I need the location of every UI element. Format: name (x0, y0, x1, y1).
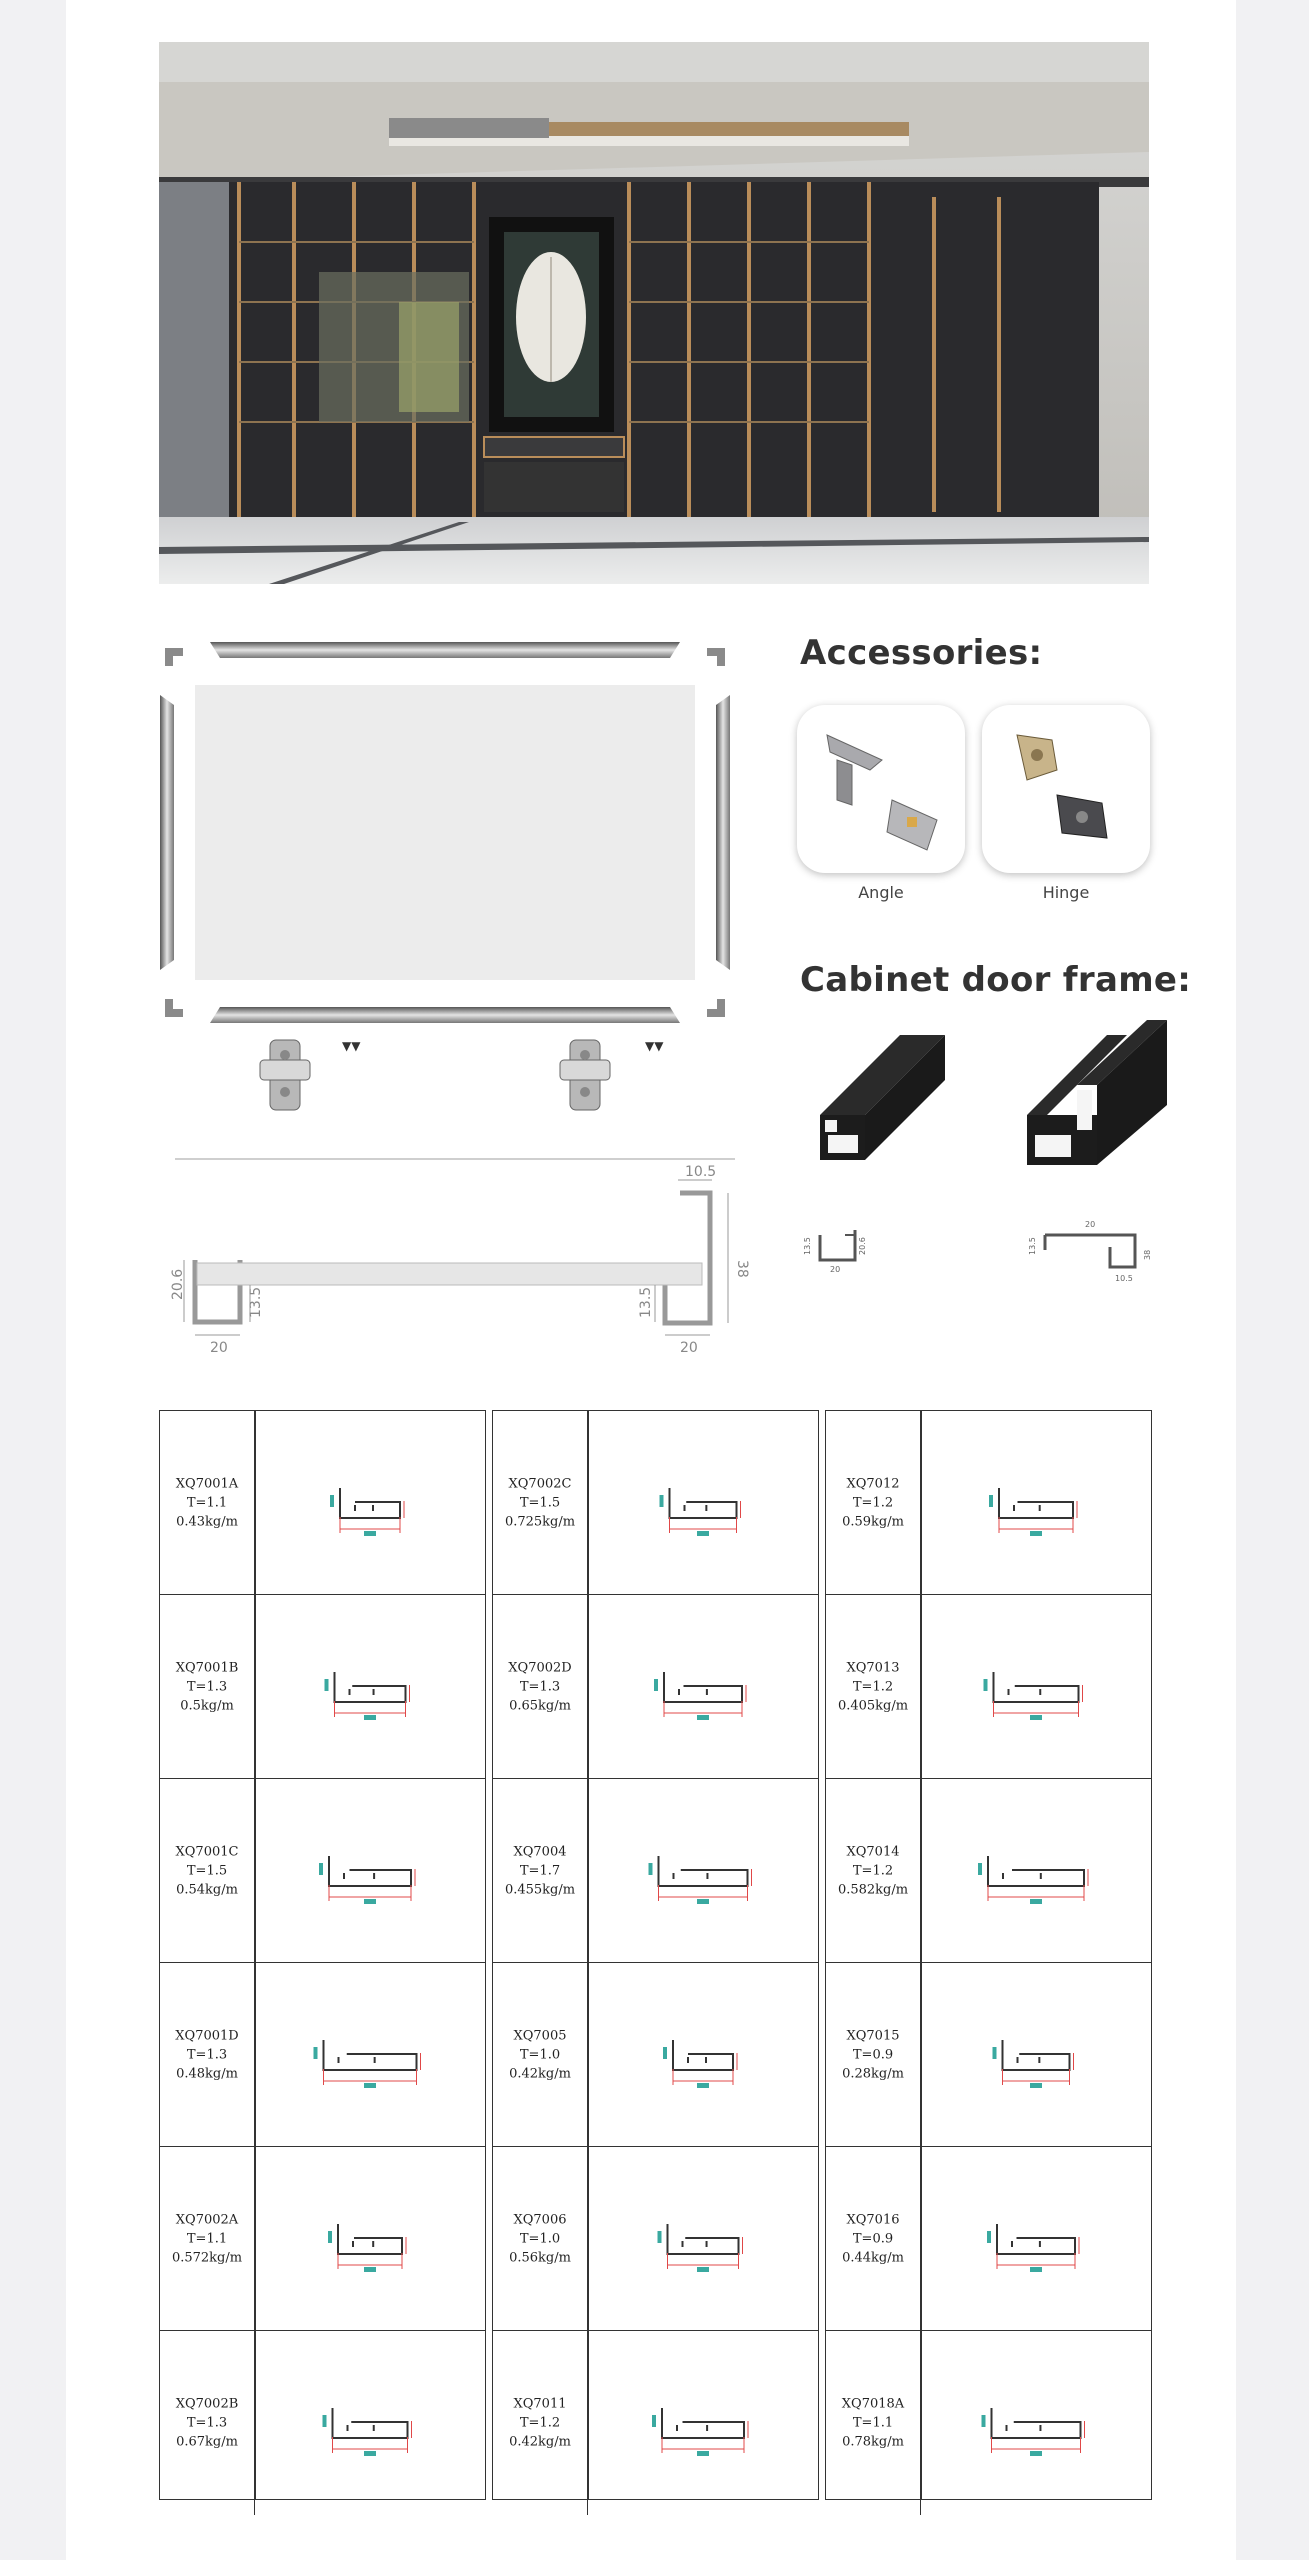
spec-text-cell (493, 1779, 588, 1963)
spec-thickness: T=1.3 (186, 2047, 228, 2062)
profile-drawing-cell (921, 1779, 1151, 1963)
spec-weight: 0.725kg/m (504, 1514, 576, 1529)
spec-thickness: T=1.1 (186, 2231, 228, 2246)
frame-profile-3d-a (810, 1025, 955, 1175)
dim-top: 10.5 (685, 1164, 717, 1180)
spec-weight: 0.582kg/m (837, 1882, 909, 1897)
dim-right-inner: 13.5 (638, 1286, 654, 1318)
profile-section-icon (588, 1779, 818, 1963)
dim-right-width: 20 (680, 1340, 698, 1356)
profile-section-icon (588, 2331, 818, 2515)
profile-drawing-cell (921, 2147, 1151, 2331)
spec-text-cell (826, 1963, 921, 2147)
spec-model: XQ7005 (513, 2028, 567, 2043)
spec-text-cell (160, 1595, 255, 1779)
spec-model: XQ7016 (846, 2212, 900, 2227)
spec-group (825, 1410, 1152, 2500)
spec-text-cell (493, 1595, 588, 1779)
spec-thickness: T=1.0 (519, 2047, 561, 2062)
accessory-card-hinge[interactable] (982, 705, 1150, 873)
spec-thickness: T=1.2 (852, 1863, 894, 1878)
profile-drawing-cell (255, 1963, 485, 2147)
spec-text-cell (160, 2147, 255, 2331)
profile-drawing-cell (921, 1963, 1151, 2147)
profile-drawing-cell (588, 1595, 818, 1779)
spec-text-cell (493, 1411, 588, 1595)
profile-drawing-cell (588, 1411, 818, 1595)
spec-thickness: T=1.0 (519, 2231, 561, 2246)
spec-weight: 0.59kg/m (842, 1514, 904, 1529)
spec-group (492, 1410, 819, 2500)
svg-text:▼▼: ▼▼ (342, 1039, 361, 1053)
svg-text:▼▼: ▼▼ (645, 1039, 664, 1053)
spec-weight: 0.572kg/m (171, 2250, 243, 2265)
accessories-heading: Accessories: (800, 633, 1043, 673)
spec-weight: 0.455kg/m (504, 1882, 576, 1897)
frame-profile-3d-b (1022, 1025, 1172, 1175)
spec-weight: 0.5kg/m (180, 1698, 234, 1713)
svg-text:38: 38 (1143, 1249, 1152, 1260)
profile-section-icon (921, 2147, 1151, 2331)
accessory-card-angle[interactable] (797, 705, 965, 873)
spec-text-cell (160, 1411, 255, 1595)
profile-drawing-cell (588, 2331, 818, 2515)
profile-drawing-cell (255, 2147, 485, 2331)
spec-text-cell (493, 1963, 588, 2147)
spec-thickness: T=1.5 (519, 1495, 561, 1510)
frame-profile-drawing-b (1025, 1215, 1165, 1285)
spec-thickness: T=1.5 (186, 1863, 228, 1878)
profile-drawing-cell (921, 1595, 1151, 1779)
accessory-label-angle: Angle (858, 883, 904, 902)
cabinet-door-frame-heading: Cabinet door frame: (800, 960, 1192, 1000)
profile-section-icon (921, 1779, 1151, 1963)
dim-left-height: 20.6 (170, 1268, 186, 1300)
profile-drawing-cell (255, 1779, 485, 1963)
spec-weight: 0.405kg/m (837, 1698, 909, 1713)
spec-weight: 0.56kg/m (509, 2250, 571, 2265)
profile-section-icon (588, 1963, 818, 2147)
spec-column-separator (588, 1411, 589, 2499)
spec-thickness: T=1.2 (852, 1679, 894, 1694)
hinge-right-icon (560, 1039, 664, 1110)
hero-room-photo (159, 42, 1149, 584)
spec-text-cell (160, 1779, 255, 1963)
profile-section-icon (255, 2331, 485, 2515)
spec-model: XQ7001C (175, 1844, 239, 1859)
spec-thickness: T=1.3 (186, 2415, 228, 2431)
spec-weight: 0.28kg/m (842, 2066, 904, 2081)
profile-spec-table (159, 1410, 1152, 2500)
spec-thickness: T=1.3 (186, 1679, 228, 1694)
profile-drawing-cell (588, 2147, 818, 2331)
spec-thickness: T=1.7 (519, 1863, 561, 1878)
profile-section-icon (921, 1595, 1151, 1779)
angle-bracket-icon (827, 735, 937, 850)
frame-cross-section-drawing (170, 1160, 750, 1360)
spec-model: XQ7015 (846, 2028, 900, 2043)
frame-profile-drawing-a (805, 1210, 895, 1280)
spec-model: XQ7001D (175, 2028, 239, 2043)
spec-model: XQ7002B (175, 2396, 239, 2412)
spec-column-separator (255, 1411, 256, 2499)
spec-model: XQ7001B (175, 1660, 239, 1675)
spec-model: XQ7002D (508, 1660, 572, 1675)
profile-section-icon (255, 1595, 485, 1779)
hinge-left-icon (260, 1039, 361, 1110)
profile-section-icon (921, 1411, 1151, 1595)
profile-section-icon (588, 1411, 818, 1595)
spec-thickness: T=1.2 (519, 2415, 561, 2431)
svg-text:20: 20 (830, 1265, 841, 1274)
spec-text-cell (493, 2147, 588, 2331)
spec-weight: 0.42kg/m (509, 2066, 571, 2081)
spec-text-cell (493, 2331, 588, 2515)
hinge-icon (1017, 735, 1107, 838)
spec-weight: 0.54kg/m (176, 1882, 238, 1897)
profile-drawing-cell (588, 1779, 818, 1963)
svg-text:20: 20 (1085, 1220, 1096, 1229)
spec-thickness: T=1.3 (519, 1679, 561, 1694)
door-panel-illustration (150, 640, 750, 1025)
profile-drawing-cell (921, 2331, 1151, 2515)
profile-section-icon (588, 2147, 818, 2331)
profile-section-icon (255, 2147, 485, 2331)
spec-model: XQ7018A (841, 2396, 905, 2412)
profile-section-icon (255, 1779, 485, 1963)
spec-thickness: T=0.9 (852, 2047, 894, 2062)
spec-model: XQ7002A (175, 2212, 239, 2227)
spec-text-cell (826, 1411, 921, 1595)
dim-left-inner: 13.5 (248, 1286, 264, 1318)
profile-section-icon (921, 2331, 1151, 2515)
profile-section-icon (588, 1595, 818, 1779)
spec-model: XQ7012 (846, 1476, 900, 1491)
spec-weight: 0.43kg/m (176, 1514, 238, 1529)
svg-text:20.6: 20.6 (858, 1237, 867, 1255)
spec-model: XQ7011 (513, 2396, 567, 2412)
profile-drawing-cell (255, 1411, 485, 1595)
spec-thickness: T=0.9 (852, 2231, 894, 2246)
spec-text-cell (160, 1963, 255, 2147)
dim-left-width: 20 (210, 1340, 228, 1356)
spec-group (159, 1410, 486, 2500)
spec-text-cell (826, 1779, 921, 1963)
profile-drawing-cell (255, 2331, 485, 2515)
spec-model: XQ7006 (513, 2212, 567, 2227)
dim-right: 38 (734, 1260, 750, 1278)
spec-weight: 0.48kg/m (176, 2066, 238, 2081)
svg-text:13.5: 13.5 (1028, 1237, 1037, 1255)
spec-model: XQ7004 (513, 1844, 567, 1859)
spec-model: XQ7013 (846, 1660, 900, 1675)
profile-drawing-cell (921, 1411, 1151, 1595)
spec-model: XQ7002C (508, 1476, 572, 1491)
spec-model: XQ7014 (846, 1844, 900, 1859)
spec-text-cell (826, 2331, 921, 2515)
spec-weight: 0.65kg/m (509, 1698, 571, 1713)
svg-text:13.5: 13.5 (803, 1237, 812, 1255)
profile-section-icon (255, 1963, 485, 2147)
spec-thickness: T=1.1 (852, 2415, 894, 2431)
spec-weight: 0.44kg/m (842, 2250, 904, 2265)
profile-drawing-cell (588, 1963, 818, 2147)
profile-drawing-cell (255, 1595, 485, 1779)
spec-text-cell (160, 2331, 255, 2515)
spec-weight: 0.67kg/m (176, 2434, 238, 2450)
spec-weight: 0.78kg/m (842, 2434, 904, 2450)
spec-weight: 0.42kg/m (509, 2434, 571, 2450)
svg-text:10.5: 10.5 (1115, 1274, 1133, 1283)
profile-section-icon (255, 1411, 485, 1595)
spec-text-cell (826, 2147, 921, 2331)
spec-column-separator (921, 1411, 922, 2499)
hinge-illustrations (250, 1030, 710, 1130)
spec-model: XQ7001A (175, 1476, 239, 1491)
profile-section-icon (921, 1963, 1151, 2147)
spec-text-cell (826, 1595, 921, 1779)
spec-thickness: T=1.1 (186, 1495, 228, 1510)
spec-thickness: T=1.2 (852, 1495, 894, 1510)
accessory-label-hinge: Hinge (1042, 883, 1090, 902)
